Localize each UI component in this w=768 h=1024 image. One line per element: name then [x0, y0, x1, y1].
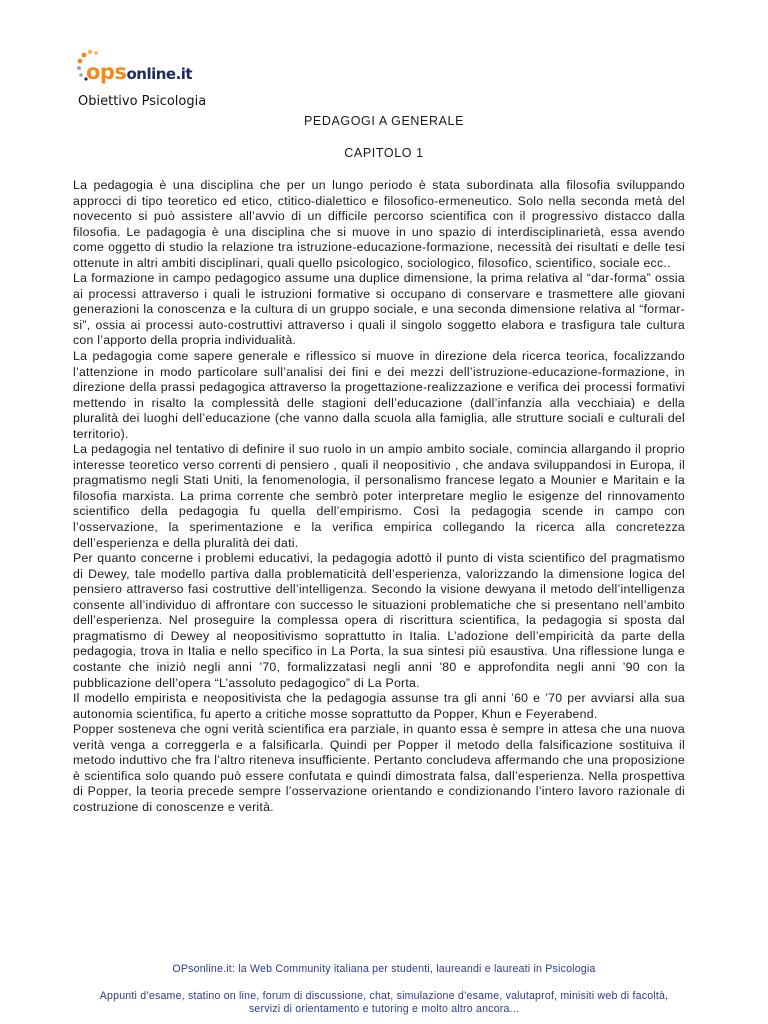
logo-brand-online: online.it [126, 65, 193, 83]
footer-services-line-2: servizi di orientamento e tutoring e molto altro ancora... [248, 1003, 520, 1015]
chapter-heading: CAPITOLO 1 [344, 146, 424, 160]
paragraph: La pedagogia come sapere generale e riflessico si muove in direzione dela ricerca teorica, focalizzando l’attenzione in modo particolare sull’analisi dei fini e dei mezzi dell’istruzione-educazione-formazione, in direzione della prassi pedagogica attraverso la progettazione-realizzazione e verifica dei processi formativi mettendo in risalto la complessità delle stagioni dell’educazione (dall’infanzia alla vecchiaia) e della pluralità dei luoghi dell’educazione (che vanno dalla scuola alla famiglia, alle strutture sociali e culturali del territorio). [73, 349, 685, 441]
footer-services [0, 990, 768, 1016]
logo-brand-ops: ops [86, 60, 127, 84]
footer-tagline: OPsonline.it: la Web Community italiana per studenti, laureandi e laureati in Psicologia [172, 963, 596, 975]
paragraph: La pedagogia nel tentativo di definire il suo ruolo in un ampio ambito sociale, comincia allargando il proprio interesse teoretico verso correnti di pensiero , quali il neopositivio , che andava sviluppandosi in Europa, il pragmatismo negli Stati Uniti, la fenomenologia, il personalismo francese legato a Mounier e Maritain e la filosofia marxista. La prima corrente che sembrò poter interpretare meglio le esigenze del rinnovamento scientifico della pedagogia fu quella dell’empirismo. Così la pedagogia scende in campo con l’osservazione, la sperimentazione e la verifica empirica collegando la ricerca alla concretezza dell’esperienza e della pluralità dei dati. [73, 442, 685, 550]
paragraph: Il modello empirista e neopositivista che la pedagogia assunse tra gli anni ’60 e ’70 per avviarsi alla sua autonomia scientifica, fu aperto a critiche mosse soprattutto da Popper, Khun e Feyerabend. [73, 691, 685, 721]
paragraph: Popper sosteneva che ogni verità scientifica era parziale, in quanto essa è sempre in attesa che una nuova verità venga a correggerla e a falsificarla. Quindi per Popper il metodo della falsificazione sostituiva il metodo induttivo che fra l’altro riteneva insufficiente. Pertanto concludeva affermando che una proposizione è scientifica solo quando può essere confutata e quindi dimostrata falsa, dall’esperienza. Nella prospettiva di Popper, la teoria precede sempre l’osservazione orientando e condizionando l’intero lavoro razionale di costruzione di conoscenze e verità. [73, 722, 685, 814]
footer-services-line-1: Appunti d’esame, statino on line, forum di discussione, chat, simulazione d’esame, valutaprof, minisiti web di facoltà, [99, 990, 669, 1002]
logo [76, 48, 216, 114]
paragraph: La pedagogia è una disciplina che per un lungo periodo è stata subordinata alla filosofia sviluppando approcci di tipo teoretico ed etico, ctitico-dialettico e filosofico-ermeneutico. Solo nella seconda metà del novecento si può assistere all’avvio di un difficile percorso scientifica con il progressivo distacco dalla filosofia. Le padagogia è una disciplina che si muove in uno spazio di interdisciplinarietà, essa avendo come oggetto di studio la relazione tra istruzione-educazione-formazione, necessità dei risultati e delle tesi ottenute in altri ambiti disciplinari, quali quello psicologico, sociologico, filosofico, scientifico, sociale ecc.. [73, 178, 685, 270]
paragraph: La formazione in campo pedagogico assume una duplice dimensione, la prima relativa al “dar-forma” ossia ai processi attraverso i quali le istruzioni formative si occupano di conservare e trasmettere alle giovani generazioni la conoscenza e la cultura di un gruppo sociale, e una seconda dimensione relativa al “formar-si”, ossia ai processi auto-costruttivi attraverso i quali il singolo soggetto elabora e trasfigura tale cultura con l’apporto della propria individualità. [73, 271, 685, 348]
logo-subtitle: Obiettivo Psicologia [78, 94, 207, 109]
logo-wordmark [86, 60, 192, 84]
document-body [73, 178, 685, 815]
document-title: PEDAGOGI A GENERALE [303, 114, 465, 128]
paragraph: Per quanto concerne i problemi educativi, la pedagogia adottò il punto di vista scientifico del pragmatismo di Dewey, tale modello partiva dalla problematicità dell’esperienza, valorizzando la dimensione logica del pensiero attraverso fasi costruttive dell’intelligenza. Secondo la visione dewyana il metodo dell’intelligenza consente all’individuo di affrontare con successo le situazioni problematiche che si presentano nell’ambito dell’esperienza. Nel proseguire la complessa opera di riscrittura scientifica, la pedagogia si sposta dal pragmatismo di Dewey al neopositivismo soprattutto in Italia. L’adozione dell’empiricità da parte della pedagogia, trova in Italia e nello specifico in La Porta, la sua sintesi più esaustiva. Una riflessione lunga e costante che iniziò negli anni ’70, formalizzatasi negli anni ’80 e approfondita negli anni ’90 con la pubblicazione dell’opera “L’assoluto pedagogico” di La Porta. [73, 551, 685, 690]
